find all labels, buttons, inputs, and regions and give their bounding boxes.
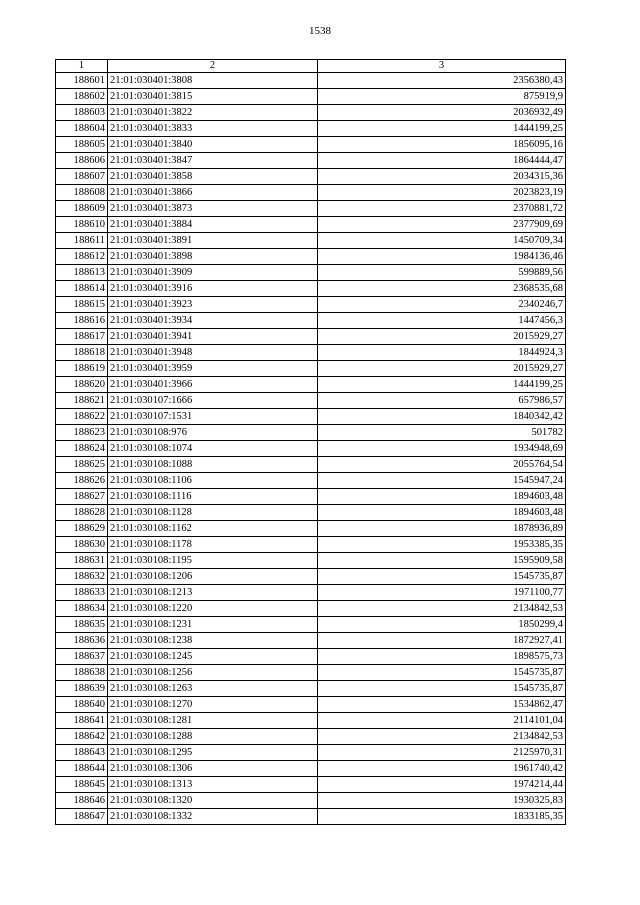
- cadastral-number: 21:01:030108:1288: [108, 729, 318, 745]
- table-row: [56, 697, 566, 713]
- cadastral-value: 1534862,47: [318, 697, 566, 713]
- table-row: [56, 537, 566, 553]
- row-number: 188629: [56, 521, 108, 537]
- table-row: [56, 681, 566, 697]
- cadastral-value: 2377909,69: [318, 217, 566, 233]
- cadastral-value: 2055764,54: [318, 457, 566, 473]
- table-row: [56, 521, 566, 537]
- table-row: [56, 473, 566, 489]
- cadastral-value: 1894603,48: [318, 489, 566, 505]
- cadastral-number: 21:01:030108:1332: [108, 809, 318, 825]
- row-number: 188616: [56, 313, 108, 329]
- cadastral-value: 1934948,69: [318, 441, 566, 457]
- table-row: [56, 313, 566, 329]
- row-number: 188634: [56, 601, 108, 617]
- cadastral-number: 21:01:030108:1162: [108, 521, 318, 537]
- row-number: 188610: [56, 217, 108, 233]
- cadastral-number: 21:01:030108:1263: [108, 681, 318, 697]
- table-row: [56, 457, 566, 473]
- row-number: 188640: [56, 697, 108, 713]
- cadastral-number: 21:01:030108:1270: [108, 697, 318, 713]
- table-row: [56, 761, 566, 777]
- row-number: 188611: [56, 233, 108, 249]
- cadastral-value: 599889,56: [318, 265, 566, 281]
- cadastral-number: 21:01:030108:1256: [108, 665, 318, 681]
- cadastral-number: 21:01:030401:3833: [108, 121, 318, 137]
- cadastral-value: 2340246,7: [318, 297, 566, 313]
- cadastral-value: 1447456,3: [318, 313, 566, 329]
- table-row: [56, 137, 566, 153]
- table-row: [56, 601, 566, 617]
- cadastral-value: 1856095,16: [318, 137, 566, 153]
- cadastral-value: 657986,57: [318, 393, 566, 409]
- cadastral-value: 1444199,25: [318, 121, 566, 137]
- cadastral-value: 1971100,77: [318, 585, 566, 601]
- table-row: [56, 345, 566, 361]
- cadastral-value: 875919,9: [318, 89, 566, 105]
- cadastral-number: 21:01:030107:1666: [108, 393, 318, 409]
- row-number: 188602: [56, 89, 108, 105]
- column-header-3: 3: [318, 60, 566, 73]
- column-header-1: 1: [56, 60, 108, 73]
- cadastral-number: 21:01:030108:1313: [108, 777, 318, 793]
- cadastral-value: 1898575,73: [318, 649, 566, 665]
- cadastral-value: 1864444,47: [318, 153, 566, 169]
- table-row: [56, 233, 566, 249]
- row-number: 188646: [56, 793, 108, 809]
- row-number: 188627: [56, 489, 108, 505]
- cadastral-number: 21:01:030401:3966: [108, 377, 318, 393]
- row-number: 188647: [56, 809, 108, 825]
- cadastral-number: 21:01:030401:3916: [108, 281, 318, 297]
- table-row: [56, 153, 566, 169]
- row-number: 188624: [56, 441, 108, 457]
- table-row: [56, 249, 566, 265]
- cadastral-value: 1984136,46: [318, 249, 566, 265]
- row-number: 188635: [56, 617, 108, 633]
- table-row: [56, 585, 566, 601]
- row-number: 188608: [56, 185, 108, 201]
- cadastral-value: 1894603,48: [318, 505, 566, 521]
- row-number: 188643: [56, 745, 108, 761]
- table-row: [56, 809, 566, 825]
- row-number: 188612: [56, 249, 108, 265]
- table-row: [56, 617, 566, 633]
- page-number: 1538: [309, 25, 331, 37]
- row-number: 188641: [56, 713, 108, 729]
- table-row: [56, 505, 566, 521]
- row-number: 188632: [56, 569, 108, 585]
- cadastral-number: 21:01:030108:1178: [108, 537, 318, 553]
- cadastral-value: 2015929,27: [318, 361, 566, 377]
- table-row: [56, 649, 566, 665]
- row-number: 188621: [56, 393, 108, 409]
- row-number: 188606: [56, 153, 108, 169]
- cadastral-number: 21:01:030108:1245: [108, 649, 318, 665]
- row-number: 188644: [56, 761, 108, 777]
- row-number: 188623: [56, 425, 108, 441]
- table-row: [56, 569, 566, 585]
- cadastral-value: 1961740,42: [318, 761, 566, 777]
- row-number: 188637: [56, 649, 108, 665]
- row-number: 188645: [56, 777, 108, 793]
- cadastral-value: 1930325,83: [318, 793, 566, 809]
- cadastral-value: 1595909,58: [318, 553, 566, 569]
- row-number: 188607: [56, 169, 108, 185]
- table-row: [56, 441, 566, 457]
- column-header-2: 2: [108, 60, 318, 73]
- row-number: 188604: [56, 121, 108, 137]
- cadastral-value: 1844924,3: [318, 345, 566, 361]
- cadastral-number: 21:01:030108:1195: [108, 553, 318, 569]
- table-row: [56, 377, 566, 393]
- header-row: [56, 60, 566, 73]
- cadastral-number: 21:01:030108:1206: [108, 569, 318, 585]
- cadastral-value: 1833185,35: [318, 809, 566, 825]
- table-row: [56, 89, 566, 105]
- row-number: 188622: [56, 409, 108, 425]
- cadastral-number: 21:01:030108:1220: [108, 601, 318, 617]
- cadastral-number: 21:01:030108:1320: [108, 793, 318, 809]
- cadastral-number: 21:01:030401:3847: [108, 153, 318, 169]
- cadastral-value: 2368535,68: [318, 281, 566, 297]
- table-row: [56, 393, 566, 409]
- table-row: [56, 217, 566, 233]
- cadastral-value: 2015929,27: [318, 329, 566, 345]
- cadastral-number: 21:01:030401:3923: [108, 297, 318, 313]
- cadastral-number: 21:01:030108:1231: [108, 617, 318, 633]
- table-row: [56, 105, 566, 121]
- cadastral-value: 2370881,72: [318, 201, 566, 217]
- cadastral-number: 21:01:030108:1074: [108, 441, 318, 457]
- table-row: [56, 281, 566, 297]
- row-number: 188642: [56, 729, 108, 745]
- table-body: [56, 73, 566, 825]
- cadastral-number: 21:01:030108:1116: [108, 489, 318, 505]
- cadastral-number: 21:01:030108:1281: [108, 713, 318, 729]
- table-row: [56, 185, 566, 201]
- cadastral-value: 1545735,87: [318, 665, 566, 681]
- cadastral-value: 1878936,89: [318, 521, 566, 537]
- row-number: 188639: [56, 681, 108, 697]
- table-row: [56, 777, 566, 793]
- row-number: 188633: [56, 585, 108, 601]
- table-row: [56, 713, 566, 729]
- cadastral-value: 1545947,24: [318, 473, 566, 489]
- table-row: [56, 489, 566, 505]
- table-row: [56, 425, 566, 441]
- cadastral-number: 21:01:030401:3884: [108, 217, 318, 233]
- row-number: 188625: [56, 457, 108, 473]
- cadastral-value: 2356380,43: [318, 73, 566, 89]
- table-row: [56, 201, 566, 217]
- table-row: [56, 409, 566, 425]
- cadastral-value: 1850299,4: [318, 617, 566, 633]
- cadastral-number: 21:01:030401:3898: [108, 249, 318, 265]
- table-row: [56, 729, 566, 745]
- table-header: [56, 60, 566, 73]
- row-number: 188613: [56, 265, 108, 281]
- cadastral-number: 21:01:030401:3941: [108, 329, 318, 345]
- cadastral-number: 21:01:030401:3873: [108, 201, 318, 217]
- cadastral-value: 2034315,36: [318, 169, 566, 185]
- cadastral-value: 2134842,53: [318, 601, 566, 617]
- table-row: [56, 297, 566, 313]
- cadastral-value: 501782: [318, 425, 566, 441]
- table-row: [56, 633, 566, 649]
- row-number: 188638: [56, 665, 108, 681]
- row-number: 188636: [56, 633, 108, 649]
- cadastral-number: 21:01:030401:3815: [108, 89, 318, 105]
- cadastral-number: 21:01:030107:1531: [108, 409, 318, 425]
- cadastral-number: 21:01:030401:3909: [108, 265, 318, 281]
- row-number: 188614: [56, 281, 108, 297]
- table-row: [56, 665, 566, 681]
- table-row: [56, 169, 566, 185]
- cadastral-value: 1953385,35: [318, 537, 566, 553]
- cadastral-value: 1444199,25: [318, 377, 566, 393]
- cadastral-number: 21:01:030401:3891: [108, 233, 318, 249]
- cadastral-number: 21:01:030401:3934: [108, 313, 318, 329]
- cadastral-value: 1872927,41: [318, 633, 566, 649]
- row-number: 188605: [56, 137, 108, 153]
- row-number: 188603: [56, 105, 108, 121]
- table-row: [56, 121, 566, 137]
- cadastral-number: 21:01:030108:1295: [108, 745, 318, 761]
- row-number: 188617: [56, 329, 108, 345]
- table-row: [56, 361, 566, 377]
- table-row: [56, 745, 566, 761]
- cadastral-value: 1545735,87: [318, 681, 566, 697]
- table-row: [56, 793, 566, 809]
- cadastral-number: 21:01:030401:3858: [108, 169, 318, 185]
- cadastral-number: 21:01:030401:3822: [108, 105, 318, 121]
- cadastral-value: 2036932,49: [318, 105, 566, 121]
- cadastral-number: 21:01:030108:1106: [108, 473, 318, 489]
- cadastral-value: 1840342,42: [318, 409, 566, 425]
- table-row: [56, 329, 566, 345]
- cadastral-value: 2023823,19: [318, 185, 566, 201]
- table-row: [56, 73, 566, 89]
- cadastral-number: 21:01:030108:1306: [108, 761, 318, 777]
- cadastral-value: 2134842,53: [318, 729, 566, 745]
- row-number: 188631: [56, 553, 108, 569]
- cadastral-number: 21:01:030401:3948: [108, 345, 318, 361]
- row-number: 188628: [56, 505, 108, 521]
- cadastral-number: 21:01:030108:1088: [108, 457, 318, 473]
- cadastral-number: 21:01:030401:3959: [108, 361, 318, 377]
- registry-table: [55, 59, 566, 825]
- table-row: [56, 553, 566, 569]
- row-number: 188601: [56, 73, 108, 89]
- row-number: 188620: [56, 377, 108, 393]
- row-number: 188619: [56, 361, 108, 377]
- cadastral-value: 2114101,04: [318, 713, 566, 729]
- cadastral-number: 21:01:030108:1238: [108, 633, 318, 649]
- row-number: 188609: [56, 201, 108, 217]
- row-number: 188626: [56, 473, 108, 489]
- cadastral-value: 1545735,87: [318, 569, 566, 585]
- cadastral-number: 21:01:030108:976: [108, 425, 318, 441]
- row-number: 188618: [56, 345, 108, 361]
- cadastral-value: 2125970,31: [318, 745, 566, 761]
- row-number: 188630: [56, 537, 108, 553]
- cadastral-number: 21:01:030108:1128: [108, 505, 318, 521]
- cadastral-number: 21:01:030108:1213: [108, 585, 318, 601]
- cadastral-value: 1974214,44: [318, 777, 566, 793]
- row-number: 188615: [56, 297, 108, 313]
- cadastral-number: 21:01:030401:3840: [108, 137, 318, 153]
- cadastral-number: 21:01:030401:3808: [108, 73, 318, 89]
- cadastral-value: 1450709,34: [318, 233, 566, 249]
- table-row: [56, 265, 566, 281]
- cadastral-number: 21:01:030401:3866: [108, 185, 318, 201]
